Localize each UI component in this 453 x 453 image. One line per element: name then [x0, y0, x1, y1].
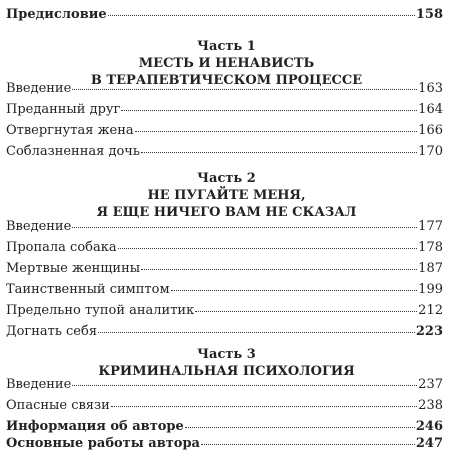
toc-entry-label: Опасные связи — [6, 398, 110, 413]
toc-entry — [6, 218, 443, 236]
toc-entry — [6, 302, 443, 320]
dot-leader — [121, 110, 417, 111]
part-3-heading — [0, 346, 453, 380]
toc-entry-page: 247 — [415, 436, 443, 451]
part-number: Часть 1 — [197, 39, 256, 54]
dot-leader — [72, 227, 417, 228]
toc-entry — [6, 260, 443, 278]
toc-entry-about-author — [6, 418, 443, 436]
part-title: НЕ ПУГАЙТЕ МЕНЯ, Я ЕЩЕ НИЧЕГО ВАМ НЕ СКАЗАЛ — [96, 188, 357, 220]
toc-entry-page: 178 — [418, 240, 443, 255]
dot-leader — [141, 269, 417, 270]
toc-entry-label: Соблазненная дочь — [6, 144, 140, 159]
toc-entry-label: Предисловие — [6, 7, 107, 22]
toc-entry-page: 237 — [418, 377, 443, 392]
toc-entry-label: Основные работы автора — [6, 436, 200, 451]
toc-entry-label: Догнать себя — [6, 324, 98, 339]
part-2-heading — [0, 170, 453, 221]
toc-entry — [6, 281, 443, 299]
dot-leader — [72, 385, 417, 386]
dot-leader — [135, 131, 418, 132]
toc-entry-label: Введение — [6, 81, 72, 96]
toc-entry-page: 238 — [418, 398, 443, 413]
dot-leader — [195, 311, 417, 312]
toc-entry — [6, 143, 443, 161]
toc-entry-page: 246 — [415, 419, 443, 434]
dot-leader — [185, 427, 415, 428]
toc-entry-main-works — [6, 435, 443, 453]
toc-entry-page: 187 — [418, 261, 443, 276]
toc-entry-page: 177 — [418, 219, 443, 234]
dot-leader — [72, 89, 417, 90]
toc-entry-label: Введение — [6, 377, 72, 392]
toc-entry-label: Мертвые женщины — [6, 261, 141, 276]
toc-entry — [6, 397, 443, 415]
dot-leader — [108, 15, 415, 16]
toc-entry-label: Преданный друг — [6, 102, 121, 117]
dot-leader — [98, 332, 415, 333]
dot-leader — [201, 444, 415, 445]
toc-entry-page: 163 — [418, 81, 443, 96]
toc-entry-label: Введение — [6, 219, 72, 234]
toc-entry-label: Пропала собака — [6, 240, 117, 255]
dot-leader — [111, 406, 417, 407]
toc-entry-preface — [6, 6, 443, 24]
toc-entry-page: 199 — [418, 282, 443, 297]
toc-entry — [6, 239, 443, 257]
toc-entry-label: Предельно тупой аналитик — [6, 303, 195, 318]
dot-leader — [118, 248, 418, 249]
toc-entry-page: 166 — [418, 123, 443, 138]
part-number: Часть 2 — [197, 171, 256, 186]
part-title: МЕСТЬ И НЕНАВИСТЬ В ТЕРАПЕВТИЧЕСКОМ ПРОЦЕССЕ — [90, 56, 363, 88]
toc-entry-page: 170 — [418, 144, 443, 159]
dot-leader — [141, 152, 417, 153]
dot-leader — [171, 290, 418, 291]
part-number: Часть 3 — [197, 347, 256, 362]
part-title: КРИМИНАЛЬНАЯ ПСИХОЛОГИЯ — [98, 364, 355, 379]
toc-entry — [6, 323, 443, 341]
toc-entry-label: Таинственный симптом — [6, 282, 170, 297]
toc-entry — [6, 80, 443, 98]
toc-entry-page: 164 — [418, 102, 443, 117]
toc-entry-page: 223 — [415, 324, 443, 339]
toc-entry-page: 212 — [418, 303, 443, 318]
toc-entry-label: Отвергнутая жена — [6, 123, 134, 138]
toc-entry-page: 158 — [415, 7, 443, 22]
toc-entry — [6, 122, 443, 140]
toc-entry — [6, 101, 443, 119]
toc-entry-label: Информация об авторе — [6, 419, 184, 434]
toc-entry — [6, 376, 443, 394]
